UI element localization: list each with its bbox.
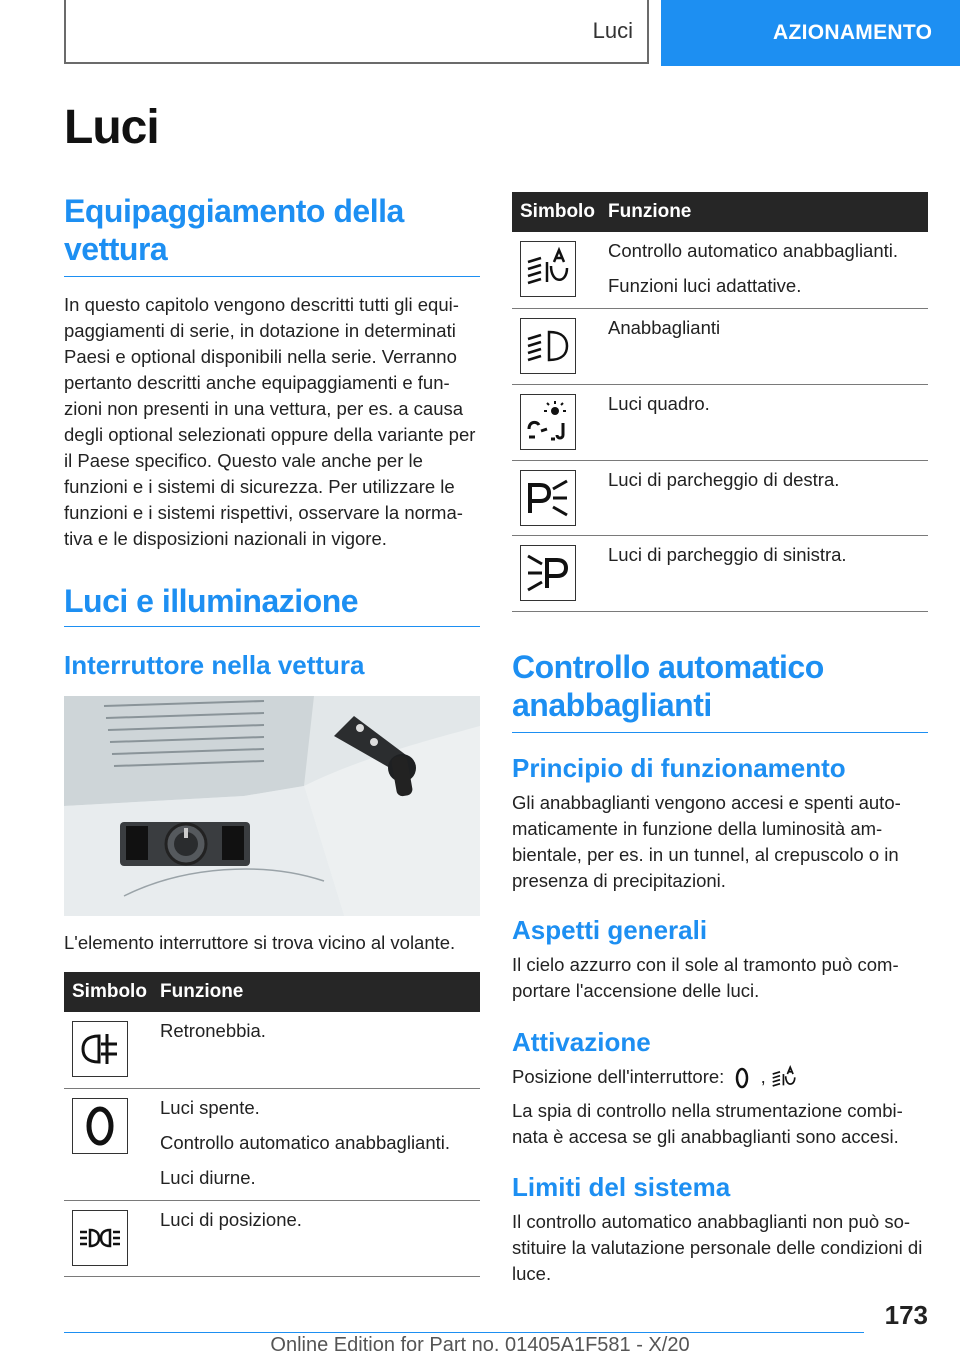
position-lights-icon [72,1210,128,1266]
attivazione-paragraph: La spia di controllo nella strumentazione combi-nata è accesa se gli anabbaglianti sono accesi. [512,1100,903,1147]
attivazione-label: Posizione dell'interruttore: [512,1066,725,1087]
auto-headlight-icon [771,1065,797,1091]
header-chapter-tab[interactable] [661,0,960,66]
footer-edition[interactable]: Online Edition for Part no. 01405A1F581 - X/20 [270,1334,690,1356]
function-text: Luci quadro. [608,393,710,414]
header-chapter-title: AZIONAMENTO [773,21,933,44]
col-simbolo: Simbolo [64,972,160,1012]
attivazione-switch-line [512,1064,928,1091]
function-text: Controllo automatico anabbaglianti. [160,1131,451,1153]
aspetti-paragraph: Il cielo azzurro con il sole al tramonto può com-portare l'accensione delle luci. [512,954,899,1001]
page-number: 173 [884,1300,928,1330]
parking-light-left-icon [520,545,576,601]
attivazione-separator: , [760,1066,766,1087]
table-row [64,1200,480,1276]
low-beam-icon [520,318,576,374]
table-row [512,309,928,385]
col-funzione: Funzione [160,972,480,1012]
heading-equipaggiamento: Equipaggiamento della vettura [64,192,480,277]
rear-fog-light-icon [72,1021,128,1077]
right-symbol-table [512,192,928,612]
function-text: Luci diurne. [160,1166,256,1188]
illustration-caption: L'elemento interruttore si trova vicino al volante. [64,932,456,953]
light-switch-illustration [64,696,480,916]
limiti-paragraph: Il controllo automatico anabbaglianti non può so-stituire la valutazione personale delle condizioni di luce. [512,1211,923,1284]
instrument-lighting-icon [520,394,576,450]
table-header-row [512,192,928,232]
dashboard-drawing [64,696,480,916]
function-text: Luci spente. [160,1096,260,1118]
function-text: Funzioni luci adattative. [608,275,802,296]
function-text: Anabbaglianti [608,317,721,338]
equip-paragraph: In questo capitolo vengono descritti tutti gli equi-paggiamenti di serie, in dotazione in determinati Paesi e optional disponibili nella serie. Verranno pertanto descritti anche equipaggiamenti e fun-zioni non presenti in una vettura, per es. a causa degli optional selezionati oppure della variante per il Paese specifico. Questo vale anche per le funzioni e i sistemi di sicurezza. Per utilizzare le funzioni e i sistemi rispettivi, osservare la norma-tiva e le disposizioni nazionali in vigore. [64,294,476,549]
auto-headlight-icon [520,241,576,297]
footer-divider [64,1332,864,1333]
heading-limiti: Limiti del sistema [512,1172,731,1202]
principio-paragraph: Gli anabbaglianti vengono accesi e spenti auto-maticamente in funzione della luminosità am-bientale, per es. in un tunnel, al crepuscolo o in presenza di precipitazioni. [512,792,901,891]
function-text: Retronebbia. [160,1020,266,1041]
table-row [512,536,928,612]
heading-interruttore: Interruttore nella vettura [64,650,365,680]
header-section-title: Luci [592,18,633,43]
header-section-box [64,0,649,64]
table-row [64,1012,480,1088]
function-text: Controllo automatico anabbaglianti. [608,240,899,261]
table-row [512,385,928,461]
left-symbol-table [64,972,480,1277]
table-row [512,232,928,309]
parking-light-right-icon [520,470,576,526]
page-title: Luci [64,101,159,154]
heading-principio: Principio di funzionamento [512,753,846,783]
function-text: Luci di parcheggio di sinistra. [608,544,847,565]
table-row [64,1088,480,1200]
heading-luci-illuminazione: Luci e illuminazione [64,582,480,627]
heading-aspetti: Aspetti generali [512,915,708,945]
col-funzione: Funzione [608,192,928,232]
heading-attivazione: Attivazione [512,1027,651,1057]
function-text: Luci di parcheggio di destra. [608,469,840,490]
lights-off-zero-icon [729,1065,755,1091]
table-header-row [64,972,480,1012]
table-row [512,461,928,536]
function-text: Luci di posizione. [160,1208,302,1230]
lights-off-zero-icon [72,1098,128,1154]
heading-controllo-automatico: Controllo automatico anabbaglianti [512,648,928,733]
col-simbolo: Simbolo [512,192,608,232]
